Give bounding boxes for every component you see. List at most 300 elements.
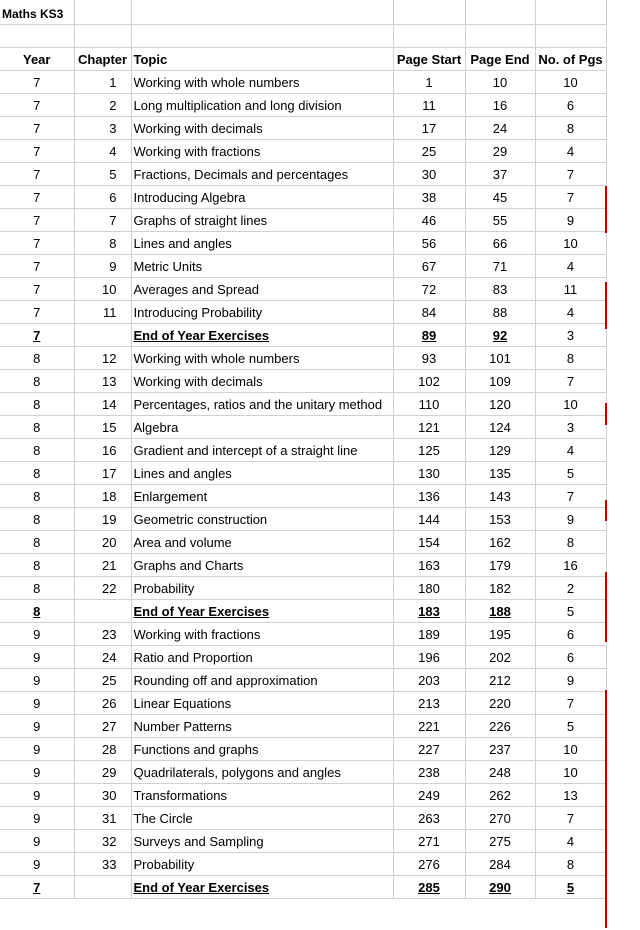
summary-row xyxy=(0,323,640,346)
page-end-cell[interactable]: 188 xyxy=(465,599,535,622)
chapter-cell[interactable]: 17 xyxy=(74,461,131,484)
page-start-cell[interactable]: 276 xyxy=(393,852,465,875)
year-cell[interactable]: 8 xyxy=(0,507,74,530)
year-cell[interactable]: 7 xyxy=(0,185,74,208)
outside-cell xyxy=(606,783,640,806)
page-end-cell[interactable]: 16 xyxy=(465,93,535,116)
page-start-cell[interactable]: 285 xyxy=(393,875,465,898)
red-edge-marker xyxy=(605,282,607,329)
topic-cell[interactable]: Averages and Spread xyxy=(131,277,393,300)
page-end-cell[interactable]: 66 xyxy=(465,231,535,254)
year-cell[interactable]: 7 xyxy=(0,323,74,346)
year-cell[interactable]: 8 xyxy=(0,484,74,507)
num-pages-cell[interactable]: 8 xyxy=(535,530,606,553)
table-row xyxy=(0,208,640,231)
year-cell[interactable]: 7 xyxy=(0,277,74,300)
num-pages-cell[interactable]: 3 xyxy=(535,323,606,346)
header-year[interactable]: Year xyxy=(0,47,74,70)
topic-cell[interactable]: End of Year Exercises xyxy=(131,599,393,622)
empty-cell[interactable] xyxy=(131,0,393,24)
page-start-cell[interactable]: 144 xyxy=(393,507,465,530)
page-end-cell[interactable]: 45 xyxy=(465,185,535,208)
topic-cell[interactable]: Fractions, Decimals and percentages xyxy=(131,162,393,185)
num-pages-cell[interactable]: 16 xyxy=(535,553,606,576)
table-row xyxy=(0,185,640,208)
table-row xyxy=(0,553,640,576)
empty-cell[interactable] xyxy=(393,24,465,47)
table-row xyxy=(0,369,640,392)
chapter-cell[interactable]: 30 xyxy=(74,783,131,806)
year-cell[interactable]: 9 xyxy=(0,645,74,668)
num-pages-cell[interactable]: 6 xyxy=(535,93,606,116)
topic-cell[interactable]: Surveys and Sampling xyxy=(131,829,393,852)
num-pages-cell[interactable]: 2 xyxy=(535,576,606,599)
topic-cell[interactable]: Percentages, ratios and the unitary method xyxy=(131,392,393,415)
year-cell[interactable]: 7 xyxy=(0,139,74,162)
outside-cell xyxy=(606,254,640,277)
num-pages-cell[interactable]: 7 xyxy=(535,162,606,185)
outside-cell xyxy=(606,622,640,645)
page-end-cell[interactable]: 29 xyxy=(465,139,535,162)
year-cell[interactable]: 9 xyxy=(0,737,74,760)
page-end-cell[interactable]: 284 xyxy=(465,852,535,875)
topic-cell[interactable]: Lines and angles xyxy=(131,461,393,484)
summary-row xyxy=(0,875,640,898)
chapter-cell[interactable]: 6 xyxy=(74,185,131,208)
outside-cell xyxy=(606,323,640,346)
year-cell[interactable]: 8 xyxy=(0,576,74,599)
page-end-cell[interactable]: 109 xyxy=(465,369,535,392)
num-pages-cell[interactable]: 5 xyxy=(535,461,606,484)
topic-cell[interactable]: End of Year Exercises xyxy=(131,875,393,898)
topic-cell[interactable]: Algebra xyxy=(131,415,393,438)
page-end-cell[interactable]: 101 xyxy=(465,346,535,369)
chapter-cell[interactable] xyxy=(74,323,131,346)
page-start-cell[interactable]: 227 xyxy=(393,737,465,760)
page-start-cell[interactable]: 163 xyxy=(393,553,465,576)
topic-cell[interactable]: Introducing Algebra xyxy=(131,185,393,208)
num-pages-cell[interactable]: 4 xyxy=(535,438,606,461)
outside-cell xyxy=(606,0,640,24)
year-cell[interactable]: 9 xyxy=(0,806,74,829)
page-end-cell[interactable]: 153 xyxy=(465,507,535,530)
chapter-cell[interactable]: 2 xyxy=(74,93,131,116)
header-row xyxy=(0,47,640,70)
outside-cell xyxy=(606,852,640,875)
header-topic[interactable]: Topic xyxy=(131,47,393,70)
num-pages-cell[interactable]: 9 xyxy=(535,668,606,691)
empty-cell[interactable] xyxy=(0,24,74,47)
year-cell[interactable]: 7 xyxy=(0,231,74,254)
topic-cell[interactable]: Long multiplication and long division xyxy=(131,93,393,116)
page-start-cell[interactable]: 183 xyxy=(393,599,465,622)
chapter-cell[interactable]: 10 xyxy=(74,277,131,300)
chapter-cell[interactable]: 1 xyxy=(74,70,131,93)
year-cell[interactable]: 8 xyxy=(0,599,74,622)
page-end-cell[interactable]: 275 xyxy=(465,829,535,852)
topic-cell[interactable]: Functions and graphs xyxy=(131,737,393,760)
year-cell[interactable]: 8 xyxy=(0,346,74,369)
page-start-cell[interactable]: 72 xyxy=(393,277,465,300)
page-end-cell[interactable]: 143 xyxy=(465,484,535,507)
page-start-cell[interactable]: 102 xyxy=(393,369,465,392)
year-cell[interactable]: 9 xyxy=(0,760,74,783)
page-end-cell[interactable]: 88 xyxy=(465,300,535,323)
page-end-cell[interactable]: 290 xyxy=(465,875,535,898)
topic-cell[interactable]: Quadrilaterals, polygons and angles xyxy=(131,760,393,783)
num-pages-cell[interactable]: 4 xyxy=(535,829,606,852)
num-pages-cell[interactable]: 7 xyxy=(535,691,606,714)
chapter-cell[interactable]: 12 xyxy=(74,346,131,369)
outside-cell xyxy=(606,461,640,484)
num-pages-cell[interactable]: 6 xyxy=(535,645,606,668)
year-cell[interactable]: 7 xyxy=(0,300,74,323)
year-cell[interactable]: 7 xyxy=(0,93,74,116)
page-start-cell[interactable]: 189 xyxy=(393,622,465,645)
topic-cell[interactable]: Working with fractions xyxy=(131,139,393,162)
topic-cell[interactable]: Introducing Probability xyxy=(131,300,393,323)
page-start-cell[interactable]: 25 xyxy=(393,139,465,162)
page-start-cell[interactable]: 213 xyxy=(393,691,465,714)
topic-cell[interactable]: Transformations xyxy=(131,783,393,806)
red-edge-marker xyxy=(605,500,607,521)
red-edge-marker xyxy=(605,186,607,233)
table-row xyxy=(0,300,640,323)
table-row xyxy=(0,668,640,691)
chapter-cell[interactable]: 15 xyxy=(74,415,131,438)
red-edge-marker xyxy=(605,572,607,642)
outside-cell xyxy=(606,277,640,300)
chapter-cell[interactable]: 16 xyxy=(74,438,131,461)
chapter-cell[interactable]: 8 xyxy=(74,231,131,254)
page-end-cell[interactable]: 248 xyxy=(465,760,535,783)
year-cell[interactable]: 7 xyxy=(0,116,74,139)
topic-cell[interactable]: Working with whole numbers xyxy=(131,346,393,369)
chapter-cell[interactable]: 31 xyxy=(74,806,131,829)
empty-cell[interactable] xyxy=(393,0,465,24)
table-row xyxy=(0,392,640,415)
num-pages-cell[interactable]: 5 xyxy=(535,714,606,737)
num-pages-cell[interactable]: 7 xyxy=(535,185,606,208)
page-end-cell[interactable]: 162 xyxy=(465,530,535,553)
empty-cell[interactable] xyxy=(535,0,606,24)
chapter-cell[interactable]: 20 xyxy=(74,530,131,553)
page-end-cell[interactable]: 270 xyxy=(465,806,535,829)
outside-cell xyxy=(606,116,640,139)
page-start-cell[interactable]: 136 xyxy=(393,484,465,507)
page-start-cell[interactable]: 30 xyxy=(393,162,465,185)
chapter-cell[interactable]: 25 xyxy=(74,668,131,691)
year-cell[interactable]: 9 xyxy=(0,783,74,806)
page-end-cell[interactable]: 135 xyxy=(465,461,535,484)
page-end-cell[interactable]: 37 xyxy=(465,162,535,185)
table-row xyxy=(0,461,640,484)
outside-cell xyxy=(606,300,640,323)
page-end-cell[interactable]: 237 xyxy=(465,737,535,760)
page-start-cell[interactable]: 46 xyxy=(393,208,465,231)
page-end-cell[interactable]: 182 xyxy=(465,576,535,599)
page-end-cell[interactable]: 120 xyxy=(465,392,535,415)
page-start-cell[interactable]: 238 xyxy=(393,760,465,783)
year-cell[interactable]: 9 xyxy=(0,622,74,645)
page-end-cell[interactable]: 124 xyxy=(465,415,535,438)
chapter-cell[interactable]: 28 xyxy=(74,737,131,760)
table-row xyxy=(0,576,640,599)
topic-cell[interactable]: Working with decimals xyxy=(131,369,393,392)
topic-cell[interactable]: The Circle xyxy=(131,806,393,829)
page-start-cell[interactable]: 67 xyxy=(393,254,465,277)
table-row xyxy=(0,438,640,461)
num-pages-cell[interactable]: 8 xyxy=(535,852,606,875)
num-pages-cell[interactable]: 10 xyxy=(535,70,606,93)
num-pages-cell[interactable]: 6 xyxy=(535,622,606,645)
num-pages-cell[interactable]: 9 xyxy=(535,507,606,530)
year-cell[interactable]: 7 xyxy=(0,875,74,898)
page-end-cell[interactable]: 24 xyxy=(465,116,535,139)
page-start-cell[interactable]: 221 xyxy=(393,714,465,737)
year-cell[interactable]: 8 xyxy=(0,369,74,392)
topic-cell[interactable]: Working with fractions xyxy=(131,622,393,645)
chapter-cell[interactable] xyxy=(74,875,131,898)
page-end-cell[interactable]: 55 xyxy=(465,208,535,231)
topic-cell[interactable]: Graphs of straight lines xyxy=(131,208,393,231)
table-row xyxy=(0,254,640,277)
chapter-cell[interactable]: 21 xyxy=(74,553,131,576)
empty-cell[interactable] xyxy=(465,24,535,47)
outside-cell xyxy=(606,392,640,415)
topic-cell[interactable]: Linear Equations xyxy=(131,691,393,714)
page-start-cell[interactable]: 130 xyxy=(393,461,465,484)
year-cell[interactable]: 9 xyxy=(0,852,74,875)
chapter-cell[interactable]: 22 xyxy=(74,576,131,599)
num-pages-cell[interactable]: 10 xyxy=(535,737,606,760)
topic-cell[interactable]: Working with decimals xyxy=(131,116,393,139)
num-pages-cell[interactable]: 11 xyxy=(535,277,606,300)
chapter-cell[interactable] xyxy=(74,599,131,622)
num-pages-cell[interactable]: 4 xyxy=(535,139,606,162)
chapter-cell[interactable]: 26 xyxy=(74,691,131,714)
table-row xyxy=(0,231,640,254)
page-end-cell[interactable]: 220 xyxy=(465,691,535,714)
outside-cell xyxy=(606,553,640,576)
page-start-cell[interactable]: 110 xyxy=(393,392,465,415)
table-row xyxy=(0,691,640,714)
page-start-cell[interactable]: 17 xyxy=(393,116,465,139)
page-end-cell[interactable]: 212 xyxy=(465,668,535,691)
page-start-cell[interactable]: 56 xyxy=(393,231,465,254)
page-end-cell[interactable]: 10 xyxy=(465,70,535,93)
year-cell[interactable]: 8 xyxy=(0,530,74,553)
year-cell[interactable]: 7 xyxy=(0,254,74,277)
page-start-cell[interactable]: 271 xyxy=(393,829,465,852)
topic-cell[interactable]: Rounding off and approximation xyxy=(131,668,393,691)
chapter-cell[interactable]: 11 xyxy=(74,300,131,323)
chapter-cell[interactable]: 23 xyxy=(74,622,131,645)
chapter-cell[interactable]: 33 xyxy=(74,852,131,875)
table-row xyxy=(0,852,640,875)
page-end-cell[interactable]: 226 xyxy=(465,714,535,737)
chapter-cell[interactable]: 24 xyxy=(74,645,131,668)
outside-cell xyxy=(606,829,640,852)
title-row xyxy=(0,0,640,24)
outside-cell xyxy=(606,93,640,116)
topic-cell[interactable]: Gradient and intercept of a straight line xyxy=(131,438,393,461)
topic-cell[interactable]: Lines and angles xyxy=(131,231,393,254)
num-pages-cell[interactable]: 4 xyxy=(535,254,606,277)
empty-cell[interactable] xyxy=(74,24,131,47)
chapter-cell[interactable]: 13 xyxy=(74,369,131,392)
empty-cell[interactable] xyxy=(535,24,606,47)
sheet-title[interactable]: Maths KS3 xyxy=(0,0,74,24)
outside-cell xyxy=(606,668,640,691)
page-start-cell[interactable]: 93 xyxy=(393,346,465,369)
year-cell[interactable]: 8 xyxy=(0,461,74,484)
outside-cell xyxy=(606,645,640,668)
red-edge-marker xyxy=(605,690,607,928)
topic-cell[interactable]: Area and volume xyxy=(131,530,393,553)
empty-cell[interactable] xyxy=(74,0,131,24)
chapter-cell[interactable]: 3 xyxy=(74,116,131,139)
header-page-end[interactable]: Page End xyxy=(465,47,535,70)
header-chapter[interactable]: Chapter xyxy=(74,47,131,70)
empty-cell[interactable] xyxy=(465,0,535,24)
table-row xyxy=(0,622,640,645)
num-pages-cell[interactable]: 7 xyxy=(535,369,606,392)
header-page-start[interactable]: Page Start xyxy=(393,47,465,70)
topic-cell[interactable]: Number Patterns xyxy=(131,714,393,737)
topic-cell[interactable]: Ratio and Proportion xyxy=(131,645,393,668)
header-num-pages[interactable]: No. of Pgs xyxy=(535,47,606,70)
outside-cell xyxy=(606,438,640,461)
topic-cell[interactable]: Graphs and Charts xyxy=(131,553,393,576)
page-start-cell[interactable]: 125 xyxy=(393,438,465,461)
year-cell[interactable]: 8 xyxy=(0,392,74,415)
num-pages-cell[interactable]: 5 xyxy=(535,599,606,622)
page-start-cell[interactable]: 84 xyxy=(393,300,465,323)
topic-cell[interactable]: Probability xyxy=(131,852,393,875)
year-cell[interactable]: 8 xyxy=(0,553,74,576)
year-cell[interactable]: 9 xyxy=(0,691,74,714)
page-start-cell[interactable]: 263 xyxy=(393,806,465,829)
table-row xyxy=(0,484,640,507)
num-pages-cell[interactable]: 13 xyxy=(535,783,606,806)
num-pages-cell[interactable]: 5 xyxy=(535,875,606,898)
page-end-cell[interactable]: 262 xyxy=(465,783,535,806)
chapter-cell[interactable]: 19 xyxy=(74,507,131,530)
year-cell[interactable]: 9 xyxy=(0,829,74,852)
table-row xyxy=(0,277,640,300)
num-pages-cell[interactable]: 9 xyxy=(535,208,606,231)
page-end-cell[interactable]: 129 xyxy=(465,438,535,461)
page-start-cell[interactable]: 196 xyxy=(393,645,465,668)
outside-cell xyxy=(606,185,640,208)
outside-cell xyxy=(606,507,640,530)
num-pages-cell[interactable]: 10 xyxy=(535,231,606,254)
chapter-cell[interactable]: 7 xyxy=(74,208,131,231)
outside-cell xyxy=(606,714,640,737)
page-end-cell[interactable]: 92 xyxy=(465,323,535,346)
page-start-cell[interactable]: 154 xyxy=(393,530,465,553)
num-pages-cell[interactable]: 10 xyxy=(535,760,606,783)
year-cell[interactable]: 9 xyxy=(0,668,74,691)
chapter-cell[interactable]: 27 xyxy=(74,714,131,737)
page-end-cell[interactable]: 83 xyxy=(465,277,535,300)
outside-cell xyxy=(606,576,640,599)
outside-cell xyxy=(606,70,640,93)
chapter-cell[interactable]: 18 xyxy=(74,484,131,507)
outside-cell xyxy=(606,24,640,47)
page-start-cell[interactable]: 180 xyxy=(393,576,465,599)
num-pages-cell[interactable]: 8 xyxy=(535,116,606,139)
topic-cell[interactable]: Probability xyxy=(131,576,393,599)
table-row xyxy=(0,714,640,737)
chapter-cell[interactable]: 14 xyxy=(74,392,131,415)
table-row xyxy=(0,760,640,783)
table-row xyxy=(0,530,640,553)
table-row xyxy=(0,346,640,369)
summary-row xyxy=(0,599,640,622)
topic-cell[interactable]: Enlargement xyxy=(131,484,393,507)
outside-cell xyxy=(606,162,640,185)
chapter-cell[interactable]: 4 xyxy=(74,139,131,162)
table-row xyxy=(0,116,640,139)
page-end-cell[interactable]: 179 xyxy=(465,553,535,576)
outside-cell xyxy=(606,415,640,438)
outside-cell xyxy=(606,139,640,162)
page-start-cell[interactable]: 38 xyxy=(393,185,465,208)
topic-cell[interactable]: Metric Units xyxy=(131,254,393,277)
blank-row xyxy=(0,24,640,47)
num-pages-cell[interactable]: 7 xyxy=(535,806,606,829)
chapter-cell[interactable]: 5 xyxy=(74,162,131,185)
topic-cell[interactable]: End of Year Exercises xyxy=(131,323,393,346)
chapter-cell[interactable]: 9 xyxy=(74,254,131,277)
year-cell[interactable]: 9 xyxy=(0,714,74,737)
page-start-cell[interactable]: 11 xyxy=(393,93,465,116)
empty-cell[interactable] xyxy=(131,24,393,47)
num-pages-cell[interactable]: 3 xyxy=(535,415,606,438)
year-cell[interactable]: 8 xyxy=(0,415,74,438)
page-end-cell[interactable]: 71 xyxy=(465,254,535,277)
year-cell[interactable]: 7 xyxy=(0,208,74,231)
year-cell[interactable]: 8 xyxy=(0,438,74,461)
page-end-cell[interactable]: 202 xyxy=(465,645,535,668)
chapter-cell[interactable]: 32 xyxy=(74,829,131,852)
num-pages-cell[interactable]: 4 xyxy=(535,300,606,323)
num-pages-cell[interactable]: 10 xyxy=(535,392,606,415)
year-cell[interactable]: 7 xyxy=(0,162,74,185)
page-end-cell[interactable]: 195 xyxy=(465,622,535,645)
table-row xyxy=(0,162,640,185)
topic-cell[interactable]: Working with whole numbers xyxy=(131,70,393,93)
outside-cell xyxy=(606,208,640,231)
chapter-cell[interactable]: 29 xyxy=(74,760,131,783)
table-row xyxy=(0,507,640,530)
table-row xyxy=(0,806,640,829)
page-start-cell[interactable]: 121 xyxy=(393,415,465,438)
page-start-cell[interactable]: 1 xyxy=(393,70,465,93)
num-pages-cell[interactable]: 7 xyxy=(535,484,606,507)
table-row xyxy=(0,829,640,852)
year-cell[interactable]: 7 xyxy=(0,70,74,93)
num-pages-cell[interactable]: 8 xyxy=(535,346,606,369)
page-start-cell[interactable]: 89 xyxy=(393,323,465,346)
outside-cell xyxy=(606,599,640,622)
table-row xyxy=(0,415,640,438)
topic-cell[interactable]: Geometric construction xyxy=(131,507,393,530)
page-start-cell[interactable]: 249 xyxy=(393,783,465,806)
page-start-cell[interactable]: 203 xyxy=(393,668,465,691)
